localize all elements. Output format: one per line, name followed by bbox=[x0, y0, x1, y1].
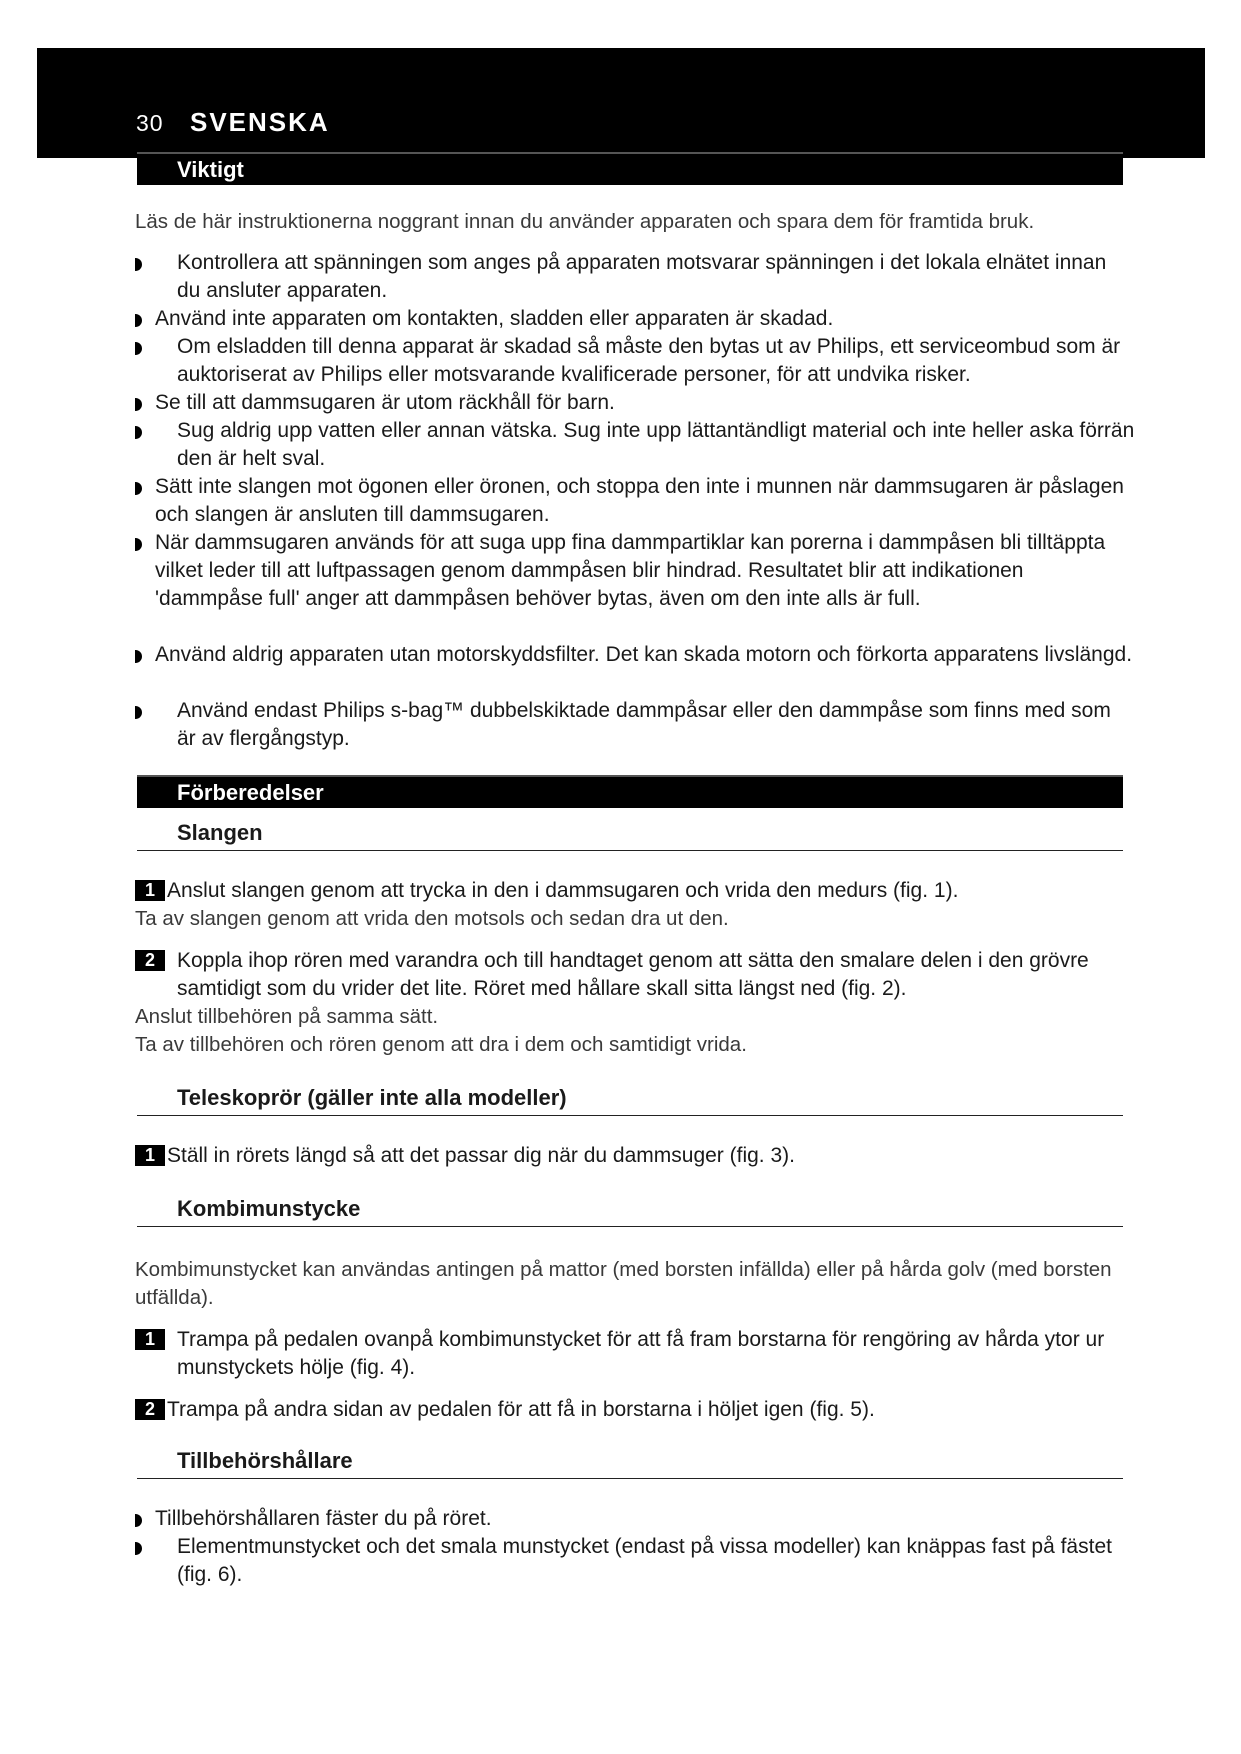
step-number: 1 bbox=[135, 880, 165, 901]
tillbehor-bullet-2: Elementmunstycket och det smala munstycket (endast på vissa modeller) kan knäppas fast på fästet (fig. 6). bbox=[135, 1533, 1135, 1589]
viktigt-intro: Läs de här instruktionerna noggrant innan du använder apparaten och spara dem för framtida bruk. bbox=[135, 210, 1035, 233]
tillbehor-bullet-1: Tillbehörshållaren fäster du på röret. bbox=[135, 1505, 1135, 1533]
viktigt-bullet-7: När dammsugaren används för att suga upp fina dammpartiklar kan porerna i dammpåsen bli tilltäppta vilket leder till att luftpassagen genom dammpåsen blir hindrad. Resultatet blir att indikationen 'dammpåse full' anger att dammpåsen behöver bytas, även om den inte alls är full. bbox=[135, 529, 1135, 613]
viktigt-bullet-4: Se till att dammsugaren är utom räckhåll för barn. bbox=[135, 389, 1135, 417]
header-band bbox=[37, 48, 1205, 158]
step-number: 1 bbox=[135, 1329, 165, 1350]
teleskop-step-1: 1 Ställ in rörets längd så att det passar dig när du dammsuger (fig. 3). bbox=[135, 1142, 1135, 1170]
kombi-step-1: 1 Trampa på pedalen ovanpå kombimunstycket för att få fram borstarna för rengöring av hårda ytor ur munstyckets hölje (fig. 4). bbox=[135, 1326, 1135, 1382]
viktigt-bullet-1: Kontrollera att spänningen som anges på apparaten motsvarar spänningen i det lokala elnätet innan du ansluter apparaten. bbox=[135, 249, 1135, 305]
slangen-note-1: Ta av slangen genom att vrida den motsols och sedan dra ut den. bbox=[135, 907, 729, 930]
step-number: 2 bbox=[135, 950, 165, 971]
section-forberedelser: Förberedelser bbox=[137, 775, 1123, 808]
viktigt-bullet-6: Sätt inte slangen mot ögonen eller öronen, och stoppa den inte i munnen när dammsugaren är påslagen och slangen är ansluten till dammsugaren. bbox=[135, 473, 1135, 529]
subheading-kombi: Kombimunstycke bbox=[137, 1196, 1123, 1227]
slangen-note-3: Ta av tillbehören och rören genom att dra i dem och samtidigt vrida. bbox=[135, 1033, 747, 1056]
viktigt-bullet-9: Använd endast Philips s-bag™ dubbelskiktade dammpåsar eller den dammpåse som finns med som är av flergångstyp. bbox=[135, 697, 1135, 753]
slangen-step-1: 1 Anslut slangen genom att trycka in den i dammsugaren och vrida den medurs (fig. 1). bbox=[135, 877, 1135, 905]
slangen-note-2: Anslut tillbehören på samma sätt. bbox=[135, 1005, 439, 1028]
kombi-step-2: 2 Trampa på andra sidan av pedalen för att få in borstarna i höljet igen (fig. 5). bbox=[135, 1396, 1135, 1424]
language-title: SVENSKA bbox=[190, 107, 330, 137]
step-number: 2 bbox=[135, 1399, 165, 1420]
step-number: 1 bbox=[135, 1145, 165, 1166]
subheading-tillbehor: Tillbehörshållare bbox=[137, 1448, 1123, 1479]
subheading-slangen: Slangen bbox=[137, 820, 1123, 851]
section-viktigt: Viktigt bbox=[137, 152, 1123, 185]
viktigt-bullet-5: Sug aldrig upp vatten eller annan vätska. Sug inte upp lättantändligt material och inte heller aska förrän den är helt sval. bbox=[135, 417, 1135, 473]
viktigt-bullet-2: Använd inte apparaten om kontakten, sladden eller apparaten är skadad. bbox=[135, 305, 1135, 333]
slangen-step-2: 2 Koppla ihop rören med varandra och till handtaget genom att sätta den smalare delen i den grövre samtidigt som du vrider det lite. Röret med hållare skall sitta längst ned (fig. 2). bbox=[135, 947, 1135, 1003]
kombi-intro: Kombimunstycket kan användas antingen på mattor (med borsten infällda) eller på hårda golv (med borsten utfällda). bbox=[135, 1258, 1112, 1309]
viktigt-bullet-8: Använd aldrig apparaten utan motorskyddsfilter. Det kan skada motorn och förkorta apparatens livslängd. bbox=[135, 641, 1135, 669]
subheading-teleskop: Teleskoprör (gäller inte alla modeller) bbox=[137, 1085, 1123, 1116]
page-number: 30 bbox=[136, 110, 164, 136]
viktigt-bullet-3: Om elsladden till denna apparat är skadad så måste den bytas ut av Philips, ett serviceombud som är auktoriserat av Philips eller motsvarande kvalificerade personer, för att undvika risker. bbox=[135, 333, 1135, 389]
